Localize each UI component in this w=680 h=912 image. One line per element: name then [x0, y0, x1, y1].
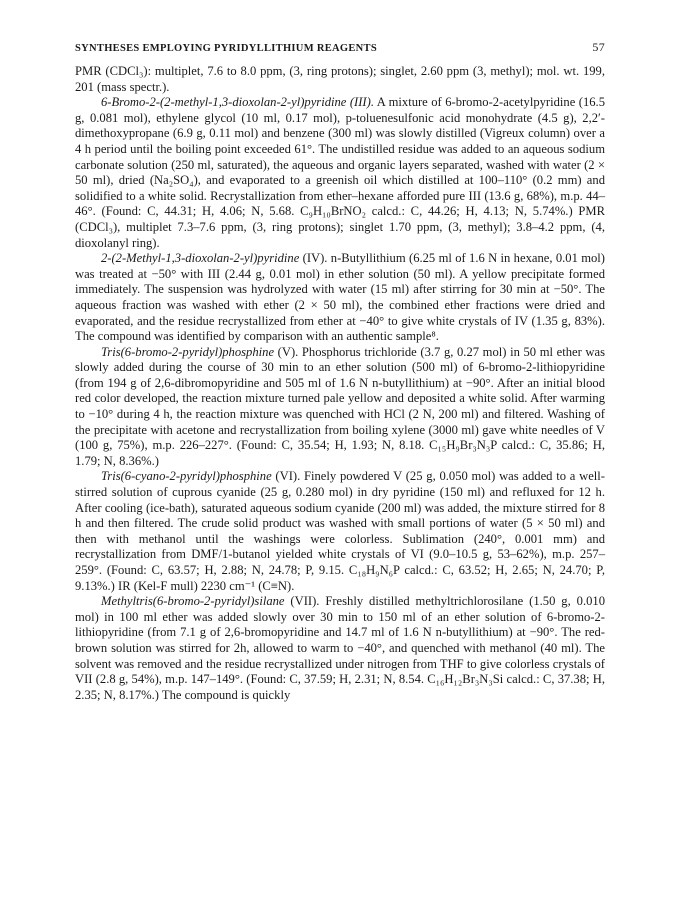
paragraph-compound-v: [75, 345, 605, 470]
compound-title: 6-Bromo-2-(2-methyl-1,3-dioxolan-2-yl)pyridine (III).: [101, 95, 374, 110]
paragraph-compound-iii: [75, 95, 605, 251]
paragraph-text: (V). Phosphorus trichloride (3.7 g, 0.27 mol) in 50 ml ether was slowly added during the course of 30 min to an ether solution (500 ml) of 6-bromo-2-lithiopyridine (from 194 g of 2,6-dibromopyridine and 505 ml of 1.6 N n-butyllithium) at −90°. After an initial blood red color developed, the reaction mixture turned pale yellow and deposited a white solid. After warming to −10° during 4 h, the reaction mixture was quenched with HCl (2 N, 200 ml) and filtered. Washing of the precipitate with acetone and recrystallization from boiling xylene (3000 ml) gave white needles of V (100 g, 75%), m.p. 226–227°. (Found: C, 35.54; H, 1.93; N, 8.18. C₁₅H₉Br₃N₃P calcd.: C, 35.86; H, 1.79; N, 8.36%.): [75, 344, 605, 468]
paragraph-text: (VI). Finely powdered V (25 g, 0.050 mol) was added to a well-stirred solution of cuprous cyanide (25 g, 0.280 mol) in dry pyridine (150 ml) and refluxed for 12 h. After cooling (ice-bath), saturated aqueous sodium cyanide (200 ml) was added, the mixture stirred for 8 h and then filtered. The crude solid product was washed with small portions of water (5 × 50 ml) and then with methanol until the washings were colorless. Sublimation (240°, 0.001 mm) and recrystallization from DMF/1-butanol yielded white crystals of VI (9.0–10.5 g, 53–62%), m.p. 257–259°. (Found: C, 63.57; H, 2.88; N, 24.78; P, 9.15. C₁₈H₉N₆P calcd.: C, 63.52; H, 2.65; N, 24.70; P, 9.13%.) IR (Kel-F mull) 2230 cm⁻¹ (C≡N).: [75, 469, 605, 593]
running-head: [75, 40, 605, 55]
compound-title: Tris(6-bromo-2-pyridyl)phosphine: [101, 344, 275, 359]
compound-title: Tris(6-cyano-2-pyridyl)phosphine: [101, 469, 272, 484]
paragraph-compound-iv: [75, 251, 605, 345]
paragraph-text: (VII). Freshly distilled methyltrichlorosilane (1.50 g, 0.010 mol) in 100 ml ether was added slowly over 30 min to 150 ml of an ether solution of 6-bromo-2-lithiopyridine (from 7.1 g of 2,6-bromopyridine and 14.7 ml of 1.6 N n-butyllithium) at −90°. The red-brown solution was stirred for 2h, allowed to warm to −40°, and quenched with methanol (40 ml). The solvent was removed and the residue recrystallized under nitrogen from THF to give colorless crystals of VII (2.8 g, 54%), m.p. 147–149°. (Found: C, 37.59; H, 2.31; N, 8.54. C₁₆H₁₂Br₃N₃Si calcd.: C, 37.38; H, 2.35; N, 8.17%.) The compound is quickly: [75, 594, 605, 702]
paragraph-text: A mixture of 6-bromo-2-acetylpyridine (16.5 g, 0.081 mol), ethylene glycol (10 ml, 0.17 mol), p-toluenesulfonic acid monohydrate (4.5 g), 2,2′-dimethoxypropane (6.9 g, 0.11 mol) and benzene (300 ml) was slowly distilled (Vigreux column) over a 4 h period until the boiling point exceeded 61°. The undistilled residue was added to an aqueous sodium carbonate solution (250 ml, saturated), the aqueous and organic layers separated, washed with water (2 × 50 ml), dried (Na₂SO₄), and evaporated to a greenish oil which distilled at 100–110° (0.2 mm) and solidified to a white solid. Recrystallization from ether–hexane afforded pure III (13.6 g, 68%), m.p. 44–46°. (Found: C, 44.31; H, 4.06; N, 5.68. C₉H₁₀BrNO₂ calcd.: C, 44.26; H, 4.13; N, 5.74%.) PMR (CDCl₃), multiplet 7.3–7.6 ppm, (3, ring protons); singlet 1.70 ppm, (3, methyl); 3.8–4.2 ppm, (4, dioxolanyl ring).: [75, 95, 605, 250]
compound-title: 2-(2-Methyl-1,3-dioxolan-2-yl)pyridine: [101, 251, 300, 266]
paragraph-text: (IV). n-Butyllithium (6.25 ml of 1.6 N in hexane, 0.01 mol) was treated at −50° with III (2.44 g, 0.01 mol) in ether solution (50 ml). A yellow precipitate formed immediately. The suspension was hydrolyzed with water (15 ml) after stirring for 30 min at −50°. The aqueous fraction was washed with ether (2 × 50 ml), the combined ether fractions were dried and evaporated, and the residue recrystallized from ether at −40° to give white crystals of IV (1.35 g, 83%). The compound was identified by comparison with an authentic sample⁸.: [75, 251, 605, 344]
running-title: SYNTHESES EMPLOYING PYRIDYLLITHIUM REAGENTS: [75, 43, 377, 54]
paragraph-text: PMR (CDCl₃): multiplet, 7.6 to 8.0 ppm, (3, ring protons); singlet, 2.60 ppm (3, methyl); mol. wt. 199, 201 (mass spectr.).: [75, 64, 605, 94]
paragraph-compound-vii: [75, 594, 605, 703]
body-text: [75, 64, 605, 703]
paragraph-pmr-data: [75, 64, 605, 95]
paragraph-compound-vi: [75, 469, 605, 594]
page-number: 57: [592, 40, 605, 54]
journal-page: [75, 40, 605, 703]
compound-title: Methyltris(6-bromo-2-pyridyl)silane: [101, 594, 285, 609]
